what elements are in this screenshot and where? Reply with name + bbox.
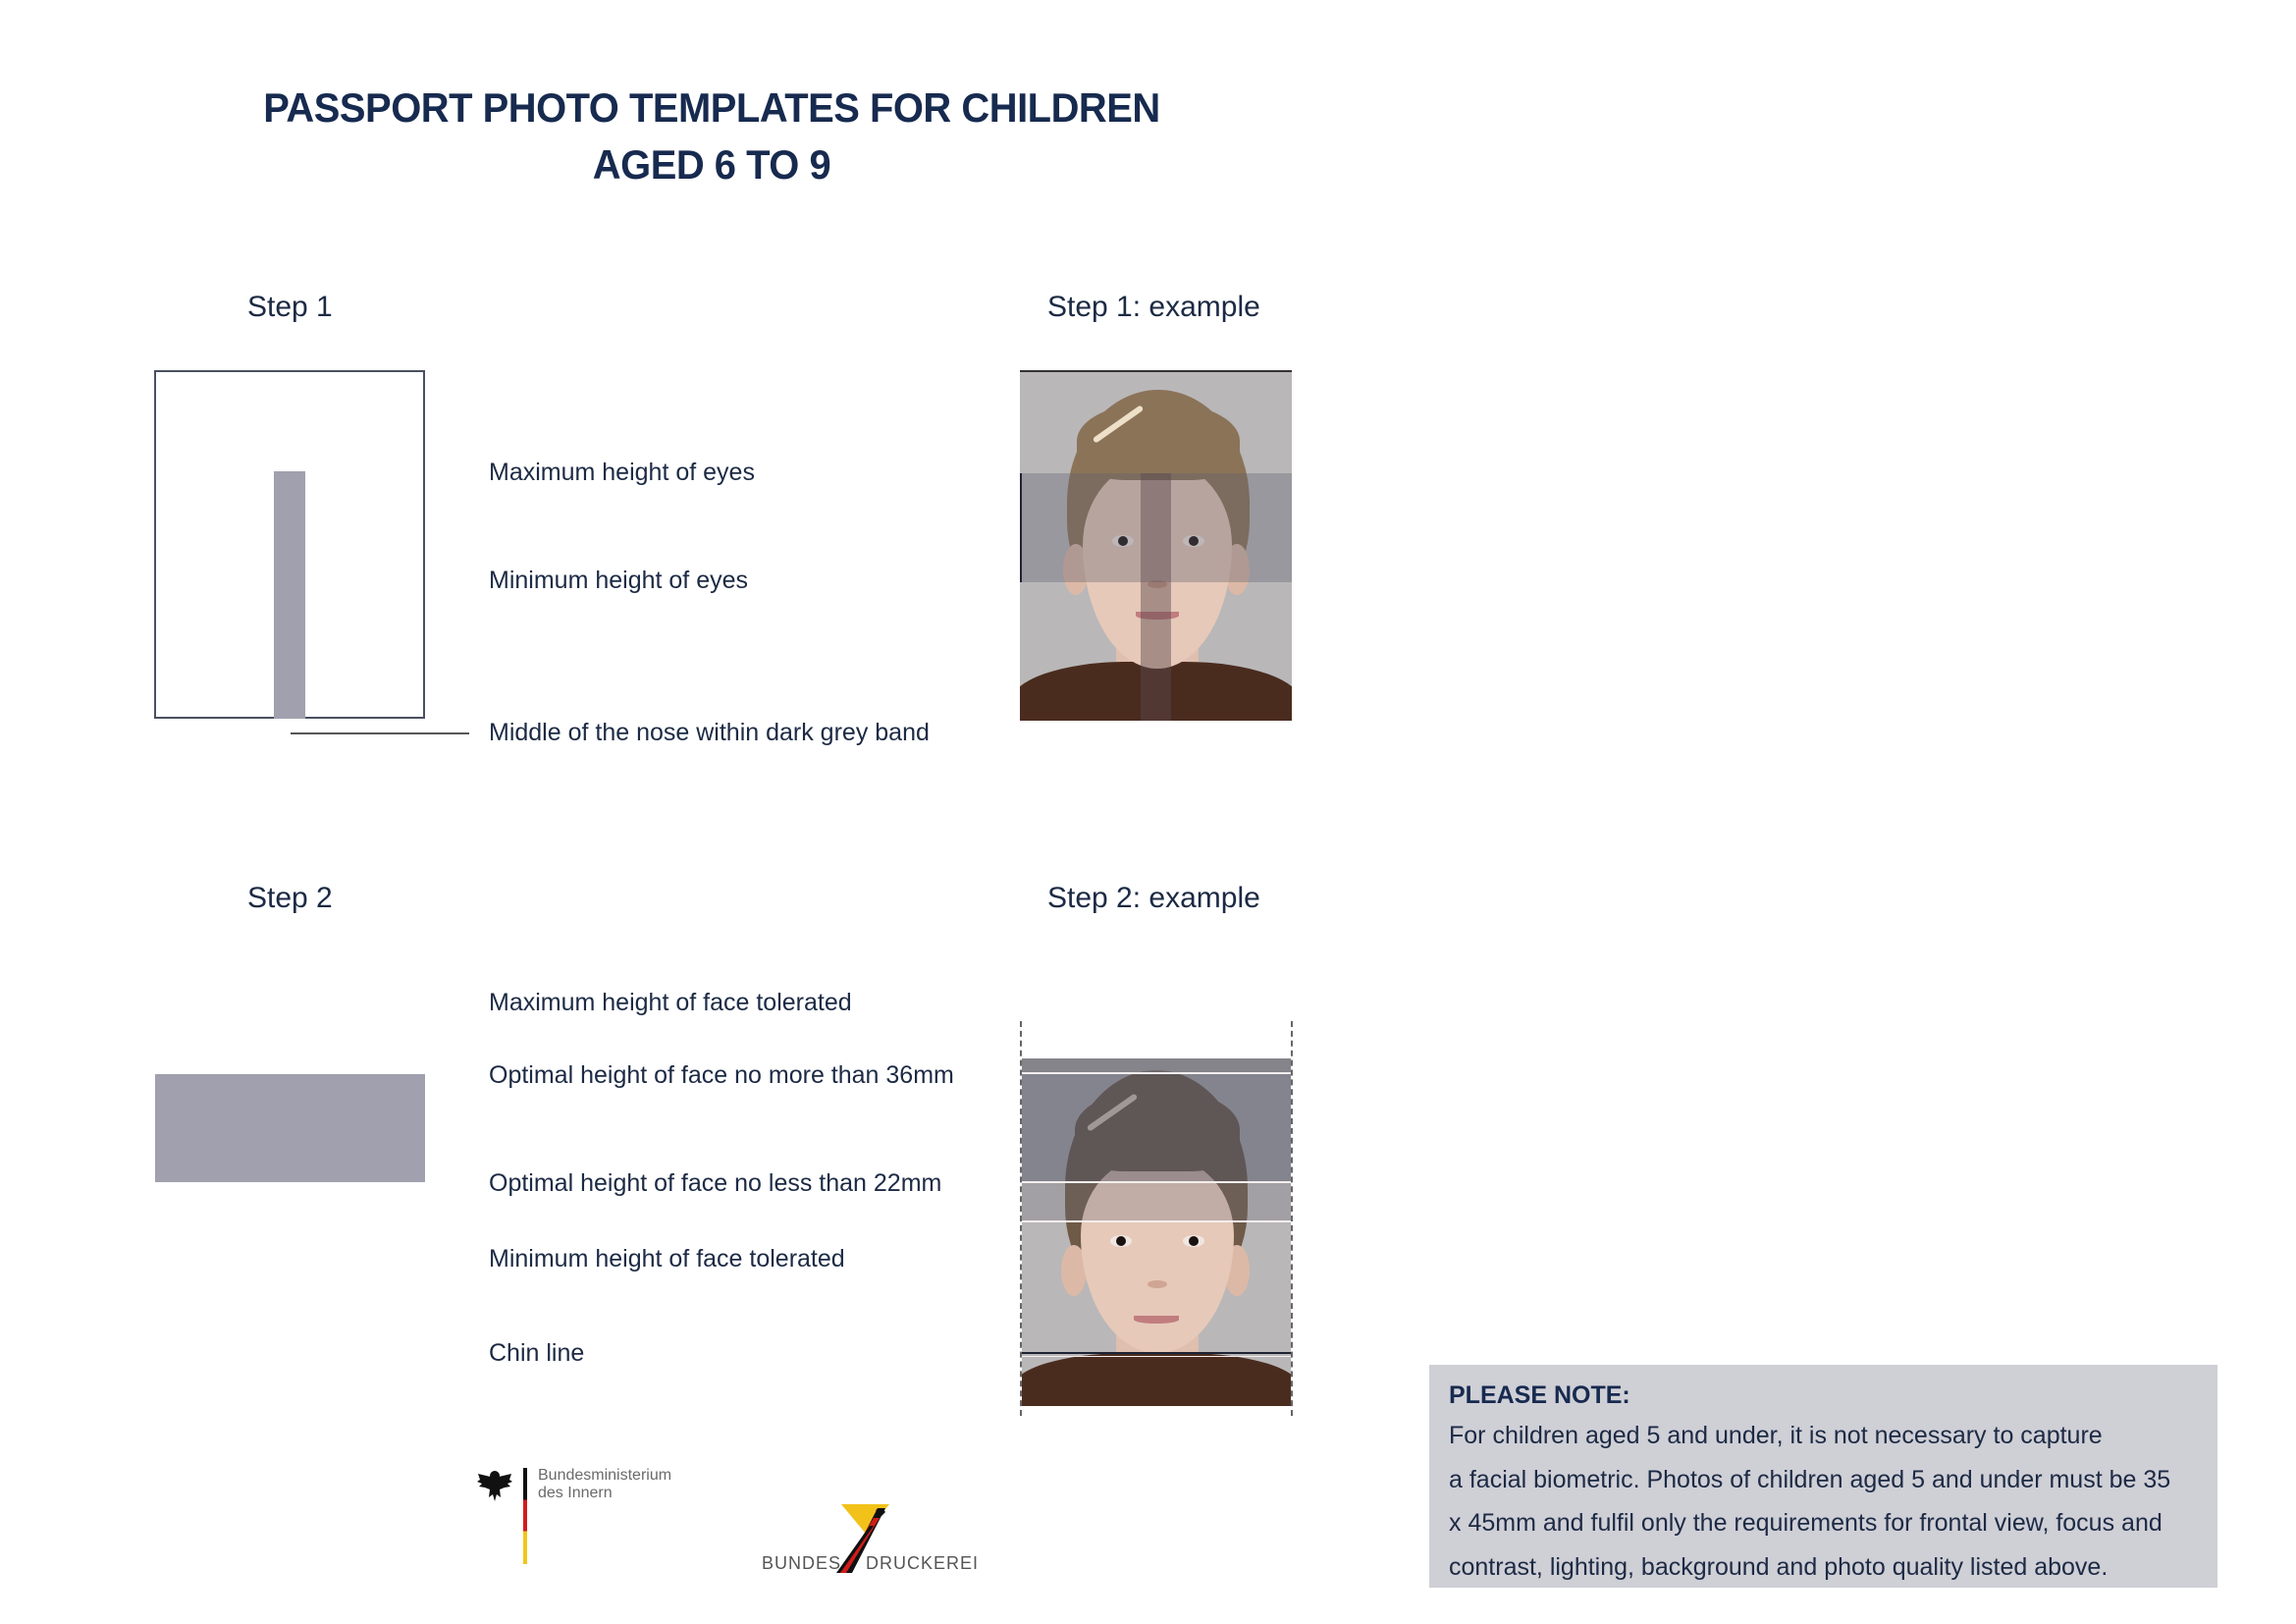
note-line-3: x 45mm and fulfil only the requirements for frontal view, focus and bbox=[1449, 1509, 2163, 1537]
note-line-1: For children aged 5 and under, it is not necessary to capture bbox=[1449, 1422, 2103, 1449]
note-line-4: contrast, lighting, background and photo quality listed above. bbox=[1449, 1552, 2109, 1581]
optimal-top-band bbox=[1022, 1074, 1291, 1182]
please-note-box bbox=[1429, 1365, 2217, 1588]
chin-line bbox=[1022, 1352, 1291, 1354]
label-min-face-tolerated: Minimum height of face tolerated bbox=[489, 1245, 845, 1272]
min-face-line bbox=[1022, 1220, 1291, 1222]
label-chin-line: Chin line bbox=[489, 1339, 585, 1367]
page-title-line-1: PASSPORT PHOTO TEMPLATES FOR CHILDREN bbox=[263, 84, 1160, 131]
photo-edge-dashed-right bbox=[1291, 1021, 1293, 1416]
step1-nose-band bbox=[274, 471, 305, 719]
bundesdruckerei-logo-left: BUNDES bbox=[762, 1553, 842, 1573]
federal-eagle-icon bbox=[476, 1468, 513, 1503]
note-line-2: a facial biometric. Photos of children aged 5 and under must be 35 bbox=[1449, 1465, 2171, 1493]
step2-example-photo bbox=[1022, 1058, 1291, 1406]
page-title-line-2: AGED 6 TO 9 bbox=[592, 141, 831, 188]
step2-face-height-band bbox=[155, 1074, 425, 1182]
bmi-logo-line-2: des Innern bbox=[538, 1485, 613, 1501]
label-max-face-tolerated: Maximum height of face tolerated bbox=[489, 989, 852, 1016]
label-optimal-min-22mm: Optimal height of face no less than 22mm bbox=[489, 1169, 942, 1197]
nose-vertical-band bbox=[1141, 473, 1171, 721]
bundesdruckerei-logo-right: DRUCKEREI bbox=[866, 1553, 980, 1573]
label-nose-middle: Middle of the nose within dark grey band bbox=[489, 719, 930, 746]
label-max-eyes: Maximum height of eyes bbox=[489, 459, 755, 486]
german-flag-stripe bbox=[523, 1468, 527, 1564]
label-min-eyes: Minimum height of eyes bbox=[489, 567, 749, 594]
step2-heading: Step 2 bbox=[247, 882, 333, 914]
bmi-logo-line-1: Bundesministerium bbox=[538, 1467, 672, 1484]
chin-line-highlight bbox=[1022, 1356, 1291, 1357]
step1-example-heading: Step 1: example bbox=[1047, 291, 1260, 323]
step1-example-photo bbox=[1020, 370, 1292, 721]
label-optimal-max-36mm: Optimal height of face no more than 36mm bbox=[489, 1061, 954, 1089]
nose-pointer-line bbox=[291, 732, 469, 734]
note-title: PLEASE NOTE: bbox=[1449, 1381, 1630, 1409]
step1-heading: Step 1 bbox=[247, 291, 333, 323]
max-tolerated-band bbox=[1022, 1058, 1291, 1073]
min-tolerated-band bbox=[1022, 1183, 1291, 1220]
step2-example-heading: Step 2: example bbox=[1047, 882, 1260, 914]
